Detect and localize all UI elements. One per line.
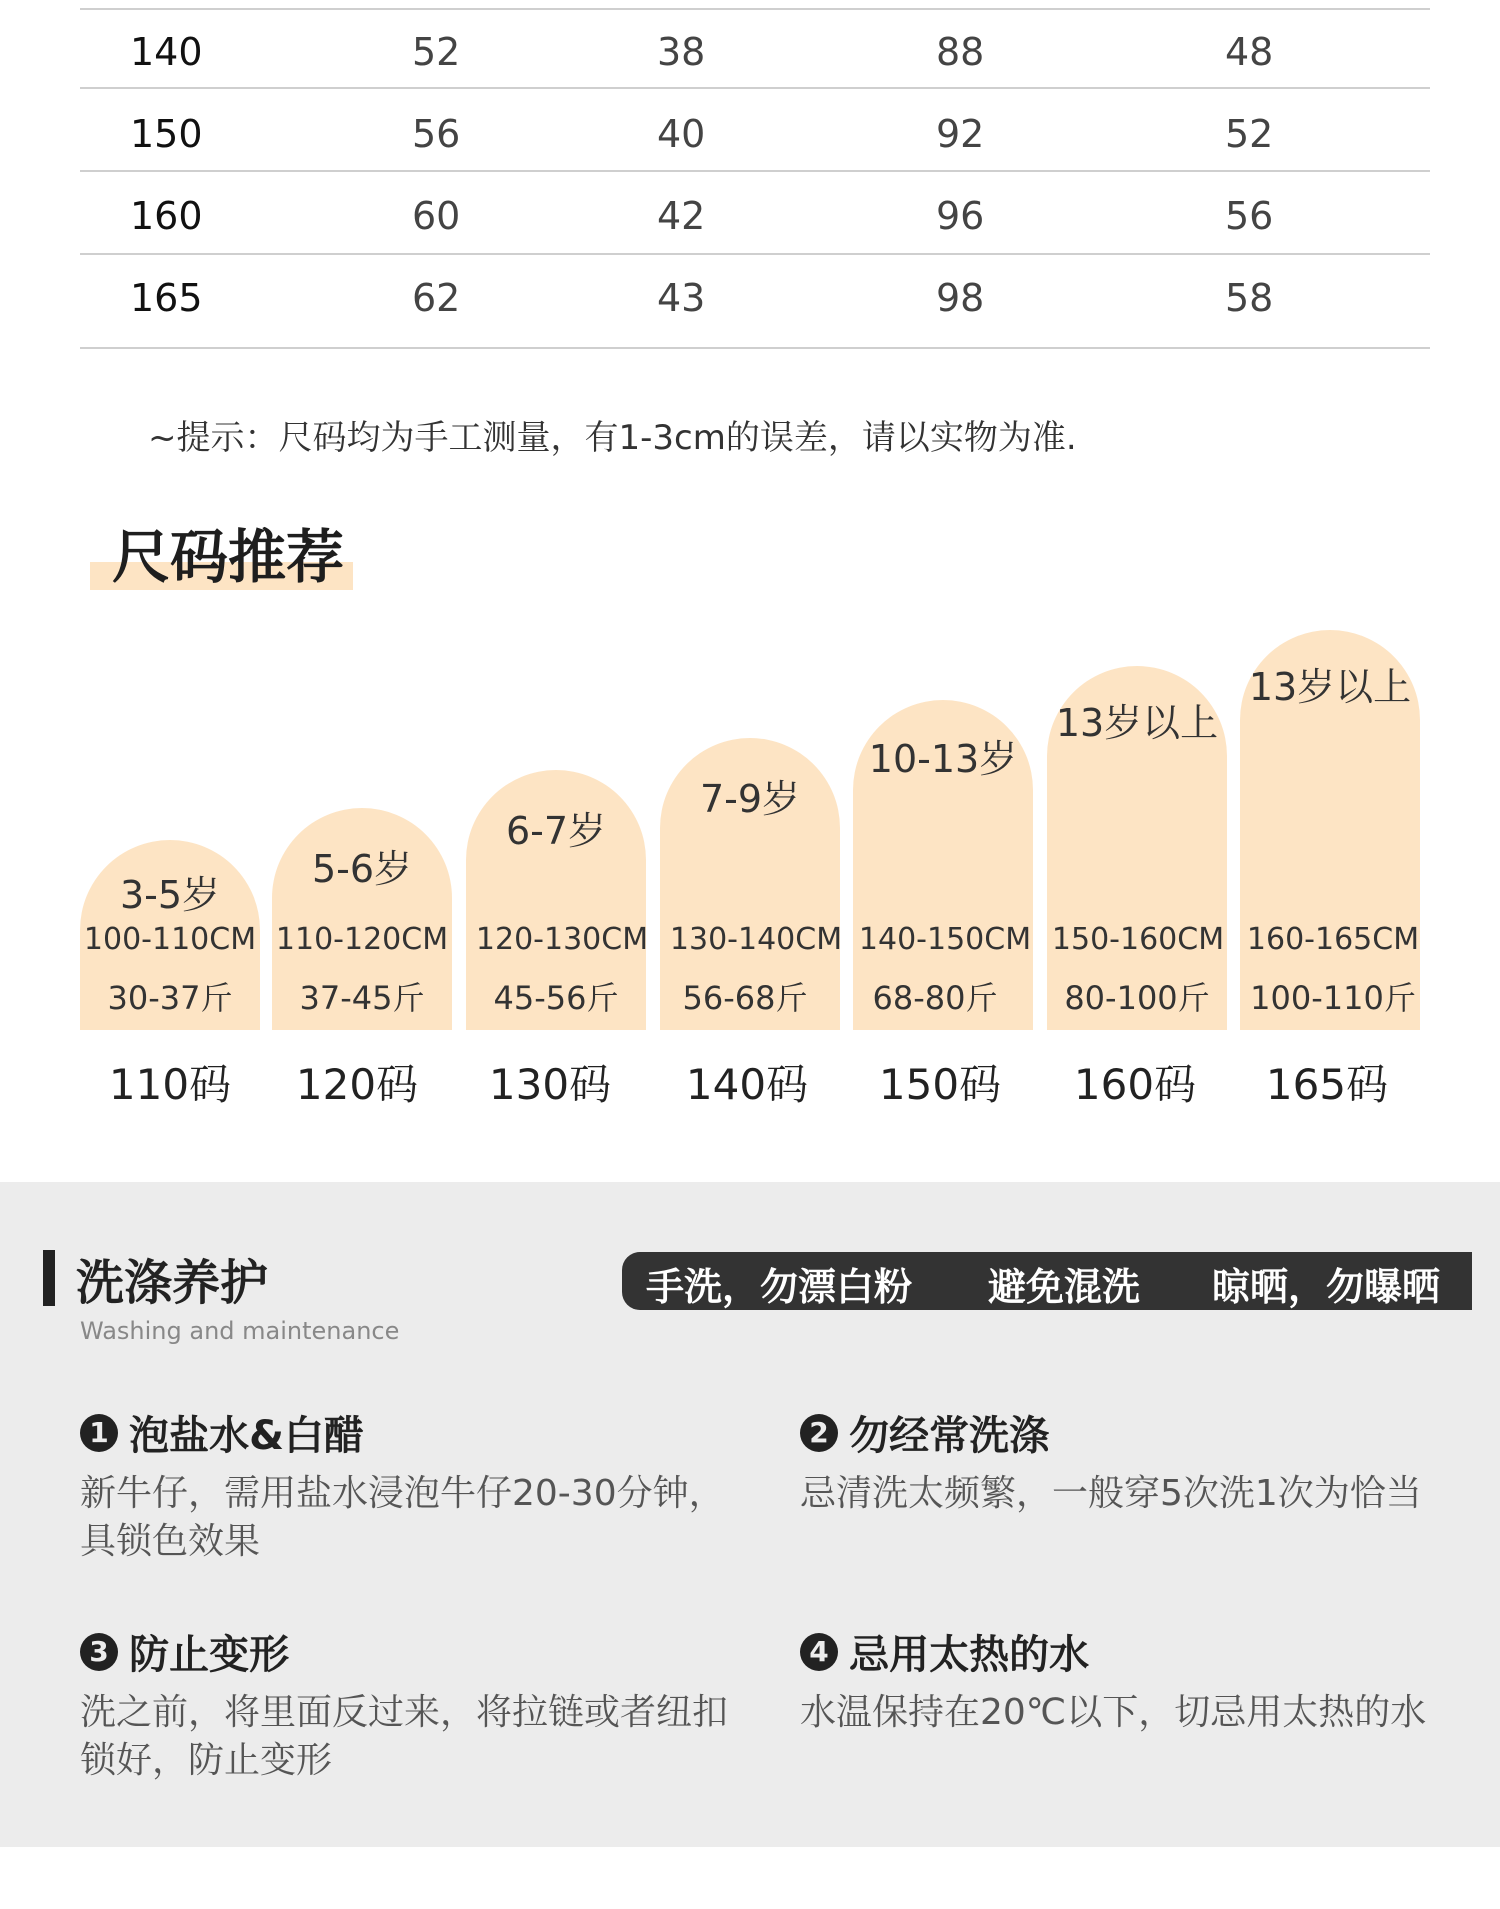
size-code-label: 150码 <box>878 1060 1002 1109</box>
table-cell: 40 <box>657 112 706 156</box>
size-recommend-chart <box>0 600 1500 1109</box>
care-banner-item: 手洗，勿漂白粉 <box>646 1265 913 1309</box>
size-card-age: 13岁以上 <box>1055 701 1219 745</box>
number-badge-icon: 1 <box>80 1414 118 1452</box>
care-section <box>0 1182 1500 1847</box>
size-card-weight: 30-37斤 <box>107 979 233 1017</box>
size-card-age: 3-5岁 <box>119 873 221 917</box>
size-card-age: 5-6岁 <box>311 847 413 891</box>
size-card-height: 150-160CM <box>1051 922 1225 957</box>
table-cell: 150 <box>130 112 203 156</box>
table-cell: 160 <box>130 194 203 238</box>
size-card-height: 130-140CM <box>669 922 843 957</box>
size-code-label: 140码 <box>685 1060 809 1109</box>
table-cell: 43 <box>657 276 706 320</box>
care-banner-item: 晾晒，勿曝晒 <box>1212 1265 1441 1309</box>
size-code-label: 165码 <box>1265 1060 1389 1109</box>
size-card-age: 10-13岁 <box>868 737 1018 781</box>
table-cell: 48 <box>1225 30 1274 74</box>
size-card-height: 160-165CM <box>1246 922 1420 957</box>
size-table <box>80 0 1430 350</box>
recommend-title: 尺码推荐 <box>112 523 345 591</box>
table-cell: 52 <box>412 30 461 74</box>
care-tip-title: 忌用太热的水 <box>849 1632 1090 1678</box>
recommend-heading <box>90 510 353 590</box>
table-cell: 56 <box>412 112 461 156</box>
size-code-label: 160码 <box>1073 1060 1197 1109</box>
size-card-height: 120-130CM <box>475 922 649 957</box>
care-tip-body: 忌清洗太频繁，一般穿5次洗1次为恰当 <box>800 1473 1422 1514</box>
size-card <box>1240 630 1420 1030</box>
size-card-weight: 37-45斤 <box>299 979 425 1017</box>
table-cell: 92 <box>936 112 985 156</box>
table-divider <box>80 87 1430 89</box>
size-code-label: 130码 <box>488 1060 612 1109</box>
size-card-height: 140-150CM <box>858 922 1032 957</box>
table-cell: 52 <box>1225 112 1274 156</box>
size-card-weight: 45-56斤 <box>493 979 619 1017</box>
table-row <box>80 8 1430 90</box>
size-card-weight: 68-80斤 <box>872 979 998 1017</box>
table-cell: 56 <box>1225 194 1274 238</box>
size-card-weight: 56-68斤 <box>682 979 808 1017</box>
number-badge-icon: 4 <box>800 1633 838 1671</box>
care-tip-body: 新牛仔，需用盐水浸泡牛仔20-30分钟，具锁色效果 <box>80 1473 725 1562</box>
care-tip-header <box>800 1404 1050 1459</box>
table-cell: 38 <box>657 30 706 74</box>
care-subtitle: Washing and maintenance <box>80 1317 400 1345</box>
care-title: 洗涤养护 <box>76 1255 269 1311</box>
care-tip-body: 水温保持在20℃以下，切忌用太热的水 <box>800 1692 1427 1733</box>
size-card-age: 13岁以上 <box>1248 665 1412 709</box>
table-cell: 58 <box>1225 276 1274 320</box>
care-tip-body: 洗之前，将里面反过来，将拉链或者纽扣锁好，防止变形 <box>80 1692 729 1781</box>
size-card-age: 6-7岁 <box>505 809 607 853</box>
size-code-label: 110码 <box>108 1060 232 1109</box>
table-row <box>80 172 1430 254</box>
care-title-bar <box>43 1250 55 1306</box>
table-cell: 98 <box>936 276 985 320</box>
number-badge-icon: 2 <box>800 1414 838 1452</box>
care-tip-title: 防止变形 <box>129 1632 290 1678</box>
table-cell: 88 <box>936 30 985 74</box>
table-cell: 42 <box>657 194 706 238</box>
table-cell: 165 <box>130 276 203 320</box>
table-cell: 60 <box>412 194 461 238</box>
size-card-height: 110-120CM <box>275 922 449 957</box>
care-banner <box>622 1252 1472 1310</box>
table-row <box>80 90 1430 172</box>
table-cell: 140 <box>130 30 203 74</box>
size-card-height: 100-110CM <box>83 922 257 957</box>
size-code-label: 120码 <box>295 1060 419 1109</box>
size-card-weight: 80-100斤 <box>1064 979 1210 1017</box>
care-tip-title: 勿经常洗涤 <box>849 1413 1050 1459</box>
size-card-weight: 100-110斤 <box>1250 979 1416 1017</box>
care-banner-item: 避免混洗 <box>988 1265 1141 1309</box>
table-cell: 96 <box>936 194 985 238</box>
table-divider <box>80 347 1430 349</box>
care-tip-header <box>80 1623 290 1678</box>
care-tip-header <box>80 1404 364 1459</box>
number-badge-icon: 3 <box>80 1633 118 1671</box>
table-row <box>80 254 1430 336</box>
care-tip-title: 泡盐水&白醋 <box>129 1413 364 1459</box>
size-card-age: 7-9岁 <box>699 777 801 821</box>
table-cell: 62 <box>412 276 461 320</box>
measurement-tip: ~提示：尺码均为手工测量，有1-3cm的误差，请以实物为准. <box>148 418 1077 458</box>
care-tip-header <box>800 1623 1090 1678</box>
